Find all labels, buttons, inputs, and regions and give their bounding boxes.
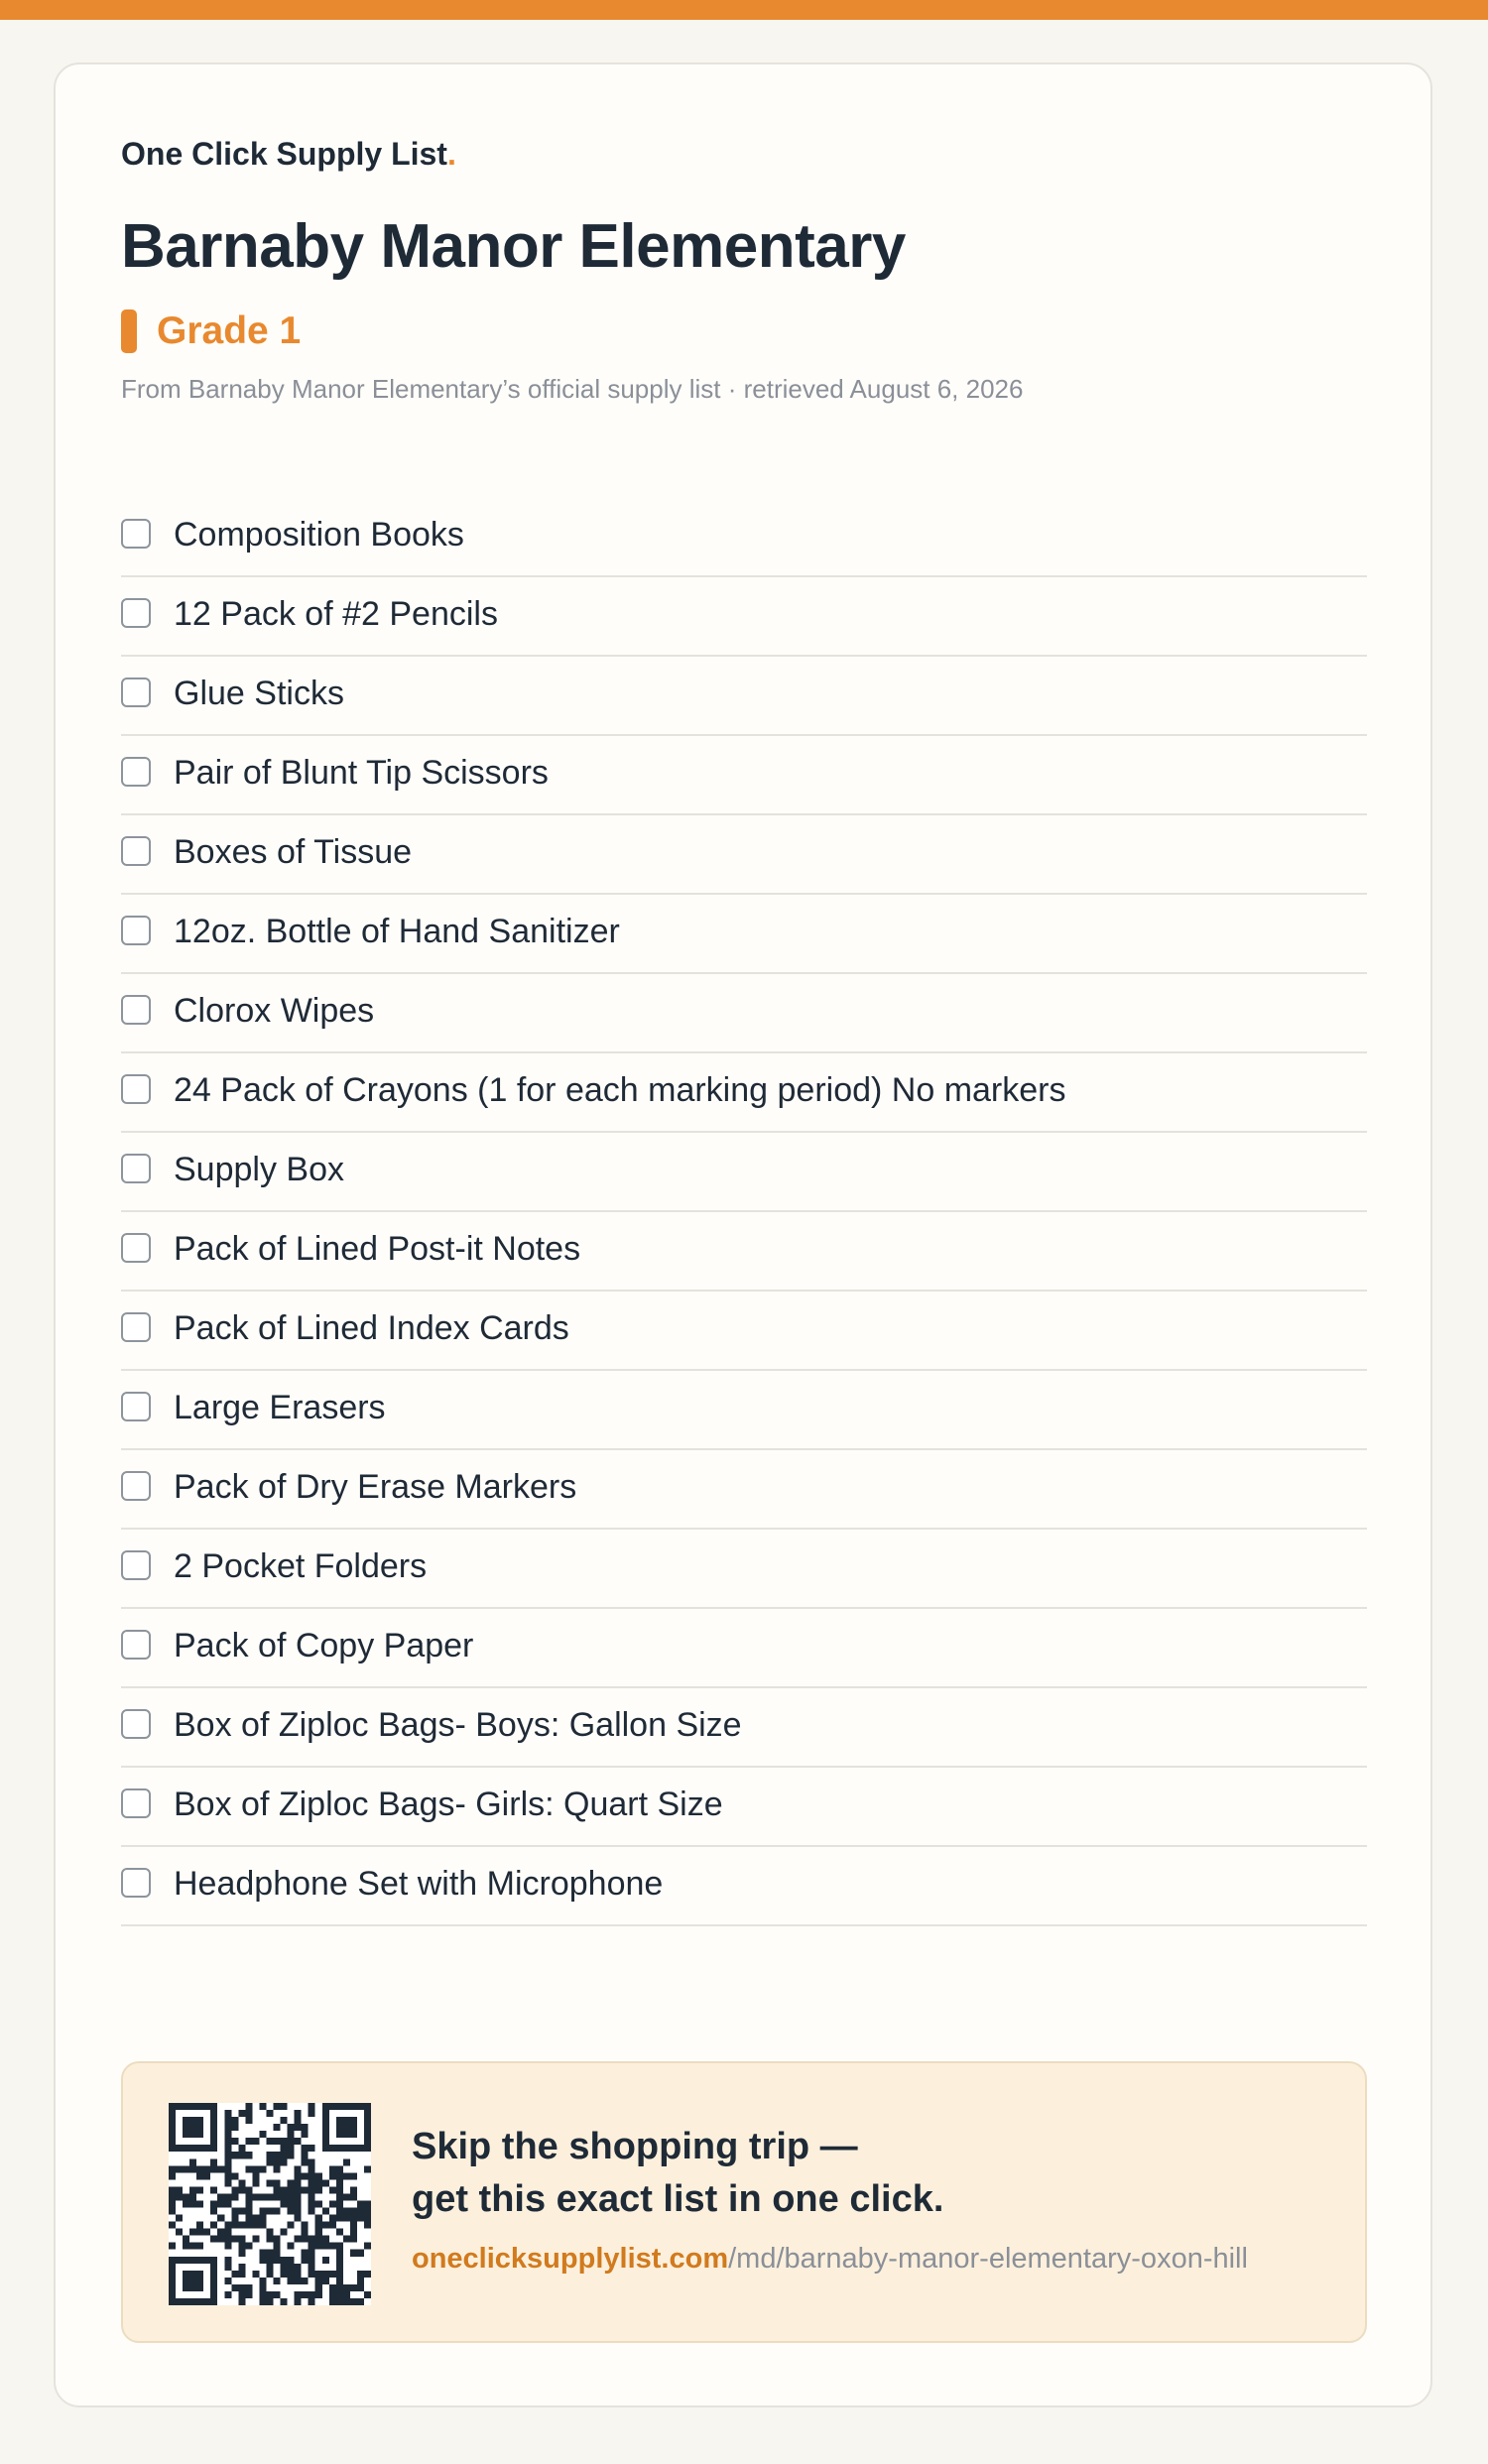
supply-checklist — [121, 498, 1367, 1926]
brand-name-text: One Click Supply List — [121, 136, 447, 172]
supply-item[interactable] — [121, 815, 1367, 895]
supply-item[interactable] — [121, 1371, 1367, 1450]
supply-item[interactable] — [121, 498, 1367, 577]
supply-item[interactable] — [121, 1450, 1367, 1530]
supply-checkbox[interactable] — [121, 836, 151, 866]
supply-item[interactable] — [121, 1212, 1367, 1292]
supply-item-label: Pack of Lined Index Cards — [174, 1309, 569, 1347]
supply-list-card — [54, 62, 1432, 2407]
supply-item[interactable] — [121, 657, 1367, 736]
supply-item[interactable] — [121, 736, 1367, 815]
promo-link[interactable] — [412, 2243, 1248, 2276]
supply-checkbox[interactable] — [121, 1074, 151, 1104]
supply-checkbox[interactable] — [121, 598, 151, 628]
supply-checkbox[interactable] — [121, 1154, 151, 1183]
supply-checkbox[interactable] — [121, 1709, 151, 1739]
supply-item-label: 12oz. Bottle of Hand Sanitizer — [174, 913, 620, 950]
supply-item-label: Composition Books — [174, 516, 464, 554]
grade-accent-marker — [121, 309, 137, 353]
supply-item-label: Box of Ziploc Bags- Boys: Gallon Size — [174, 1706, 742, 1744]
supply-item[interactable] — [121, 895, 1367, 974]
supply-item-label: Box of Ziploc Bags- Girls: Quart Size — [174, 1786, 723, 1823]
supply-item-label: Pack of Copy Paper — [174, 1627, 474, 1664]
supply-item-label: Headphone Set with Microphone — [174, 1865, 664, 1903]
supply-item[interactable] — [121, 1609, 1367, 1688]
grade-label: Grade 1 — [157, 309, 302, 352]
grade-heading — [121, 308, 301, 354]
supply-checkbox[interactable] — [121, 1630, 151, 1660]
brand-name — [121, 136, 456, 173]
supply-item[interactable] — [121, 577, 1367, 657]
school-name: Barnaby Manor Elementary — [121, 212, 906, 281]
supply-checkbox[interactable] — [121, 757, 151, 787]
supply-item-label: Pair of Blunt Tip Scissors — [174, 754, 549, 792]
supply-item[interactable] — [121, 1053, 1367, 1133]
supply-item[interactable] — [121, 974, 1367, 1053]
supply-checkbox[interactable] — [121, 1233, 151, 1263]
supply-item-label: Supply Box — [174, 1151, 344, 1188]
supply-checkbox[interactable] — [121, 519, 151, 549]
brand-dot: . — [446, 136, 456, 172]
promo-link-path[interactable]: /md/barnaby-manor-elementary-oxon-hill — [728, 2243, 1248, 2275]
supply-item-label: 12 Pack of #2 Pencils — [174, 595, 498, 633]
promo-headline-line-2: get this exact list in one click. — [412, 2178, 944, 2220]
supply-checkbox[interactable] — [121, 1788, 151, 1818]
supply-item[interactable] — [121, 1292, 1367, 1371]
supply-checkbox[interactable] — [121, 1392, 151, 1421]
supply-item[interactable] — [121, 1133, 1367, 1212]
supply-checkbox[interactable] — [121, 916, 151, 945]
supply-checkbox[interactable] — [121, 1550, 151, 1580]
supply-checkbox[interactable] — [121, 1471, 151, 1501]
supply-checkbox[interactable] — [121, 678, 151, 707]
supply-item-label: 24 Pack of Crayons (1 for each marking period) No markers — [174, 1071, 1066, 1109]
supply-item[interactable] — [121, 1530, 1367, 1609]
promo-box — [121, 2061, 1367, 2343]
supply-item-label: 2 Pocket Folders — [174, 1547, 428, 1585]
supply-checkbox[interactable] — [121, 1868, 151, 1898]
supply-checkbox[interactable] — [121, 1312, 151, 1342]
supply-item-label: Glue Sticks — [174, 675, 344, 712]
supply-item-label: Pack of Dry Erase Markers — [174, 1468, 577, 1506]
supply-item[interactable] — [121, 1847, 1367, 1926]
promo-headline-line-1: Skip the shopping trip — — [412, 2126, 858, 2167]
top-accent-bar — [0, 0, 1488, 20]
source-note: From Barnaby Manor Elementary’s official supply list · retrieved August 6, 2026 — [121, 374, 1024, 404]
supply-item-label: Pack of Lined Post-it Notes — [174, 1230, 581, 1268]
supply-item-label: Boxes of Tissue — [174, 833, 413, 871]
supply-item[interactable] — [121, 1688, 1367, 1768]
supply-item-label: Large Erasers — [174, 1389, 386, 1426]
supply-item-label: Clorox Wipes — [174, 992, 375, 1030]
supply-item[interactable] — [121, 1768, 1367, 1847]
promo-link-domain[interactable]: oneclicksupplylist.com — [412, 2243, 729, 2275]
qr-code-icon[interactable] — [169, 2103, 371, 2305]
promo-headline — [412, 2121, 943, 2226]
supply-checkbox[interactable] — [121, 995, 151, 1025]
